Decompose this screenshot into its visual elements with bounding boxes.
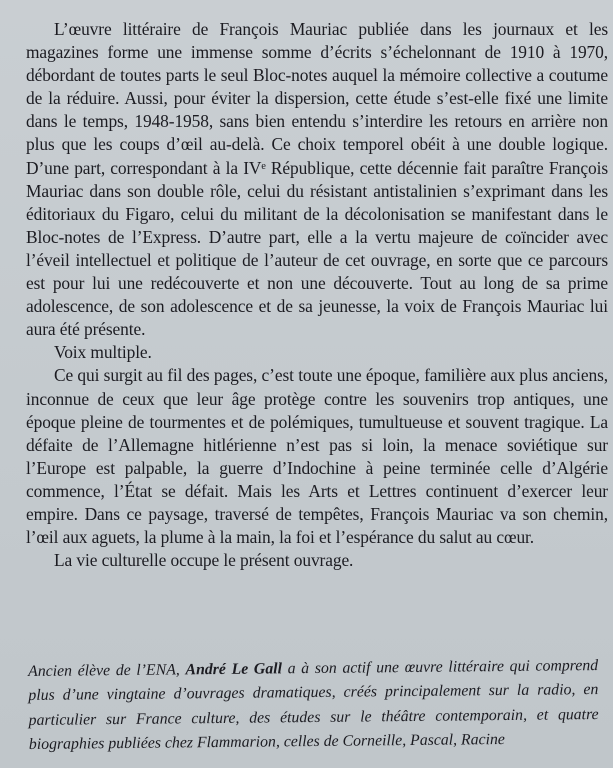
- bio-intro: Ancien élève de l’ENA,: [28, 661, 186, 680]
- paragraph-3: Ce qui surgit au fil des pages, c’est toute une époque, familière aux plus anciens, inconnue de ceux que leur âge protège contre les souvenirs trop antiques, une époque pleine de tourmentes et de polémiques, tumultueuse et souvent tragique. La défaite de l’Allemagne hitlérienne n’est pas si loin, la menace soviétique sur l’Europe est palpable, la guerre d’Indochine à peine terminée celle d’Algérie commence, l’État se défait. Mais les Arts et Lettres continuent d’exercer leur empire. Dans ce paysage, traversé de tempêtes, François Mauriac va son chemin, l’œil aux aguets, la plume à la main, la foi et l’espérance du salut au cœur.: [26, 365, 608, 548]
- bio-rest: a à son actif une œuvre littéraire qui comprend plus d’une vingtaine d’ouvrages dramatiques, créés principalement sur la radio, en particulier sur France culture, des études sur le théâtre contemporain, et quatre biographies publiées chez Flammarion, celles de Corneille, Pascal, Racine: [28, 657, 599, 754]
- paragraph-1: L’œuvre littéraire de François Mauriac publiée dans les journaux et les magazines forme une immense somme d’écrits s’échelonnant de 1910 à 1970, débordant de toutes parts le seul Bloc-notes auquel la mémoire collective a coutume de la réduire. Aussi, pour éviter la dispersion, cette étude s’est-elle fixé une limite dans le temps, 1948-1958, sans bien entendu s’interdire les retours en arrière non plus que les coups d’œil au-delà. Ce choix temporel obéit à une double logique. D’une part, correspondant à la IVᵉ République, cette décennie fait paraître François Mauriac dans son double rôle, celui du résistant antistalinien s’exprimant dans les éditoriaux du Figaro, celui du militant de la décolonisation se manifestant dans le Bloc-notes de l’Express. D’autre part, elle a la vertu majeure de coïncider avec l’éveil intellectuel et politique de l’auteur de cet ouvrage, en sorte que ce parcours est pour lui une redécouverte et non une découverte. Tout au long de sa prime adolescence, de son adolescence et de sa jeunesse, la voix de François Mauriac lui aura été présente.: [26, 19, 608, 340]
- summary-text: [26, 18, 608, 572]
- section-divider: [0, 640, 613, 641]
- paragraph-4: La vie culturelle occupe le présent ouvrage.: [54, 550, 354, 571]
- author-name: André Le Gall: [185, 660, 283, 679]
- paragraph-2: Voix multiple.: [54, 342, 152, 363]
- author-bio-text: [28, 654, 599, 758]
- author-bio: [28, 654, 599, 758]
